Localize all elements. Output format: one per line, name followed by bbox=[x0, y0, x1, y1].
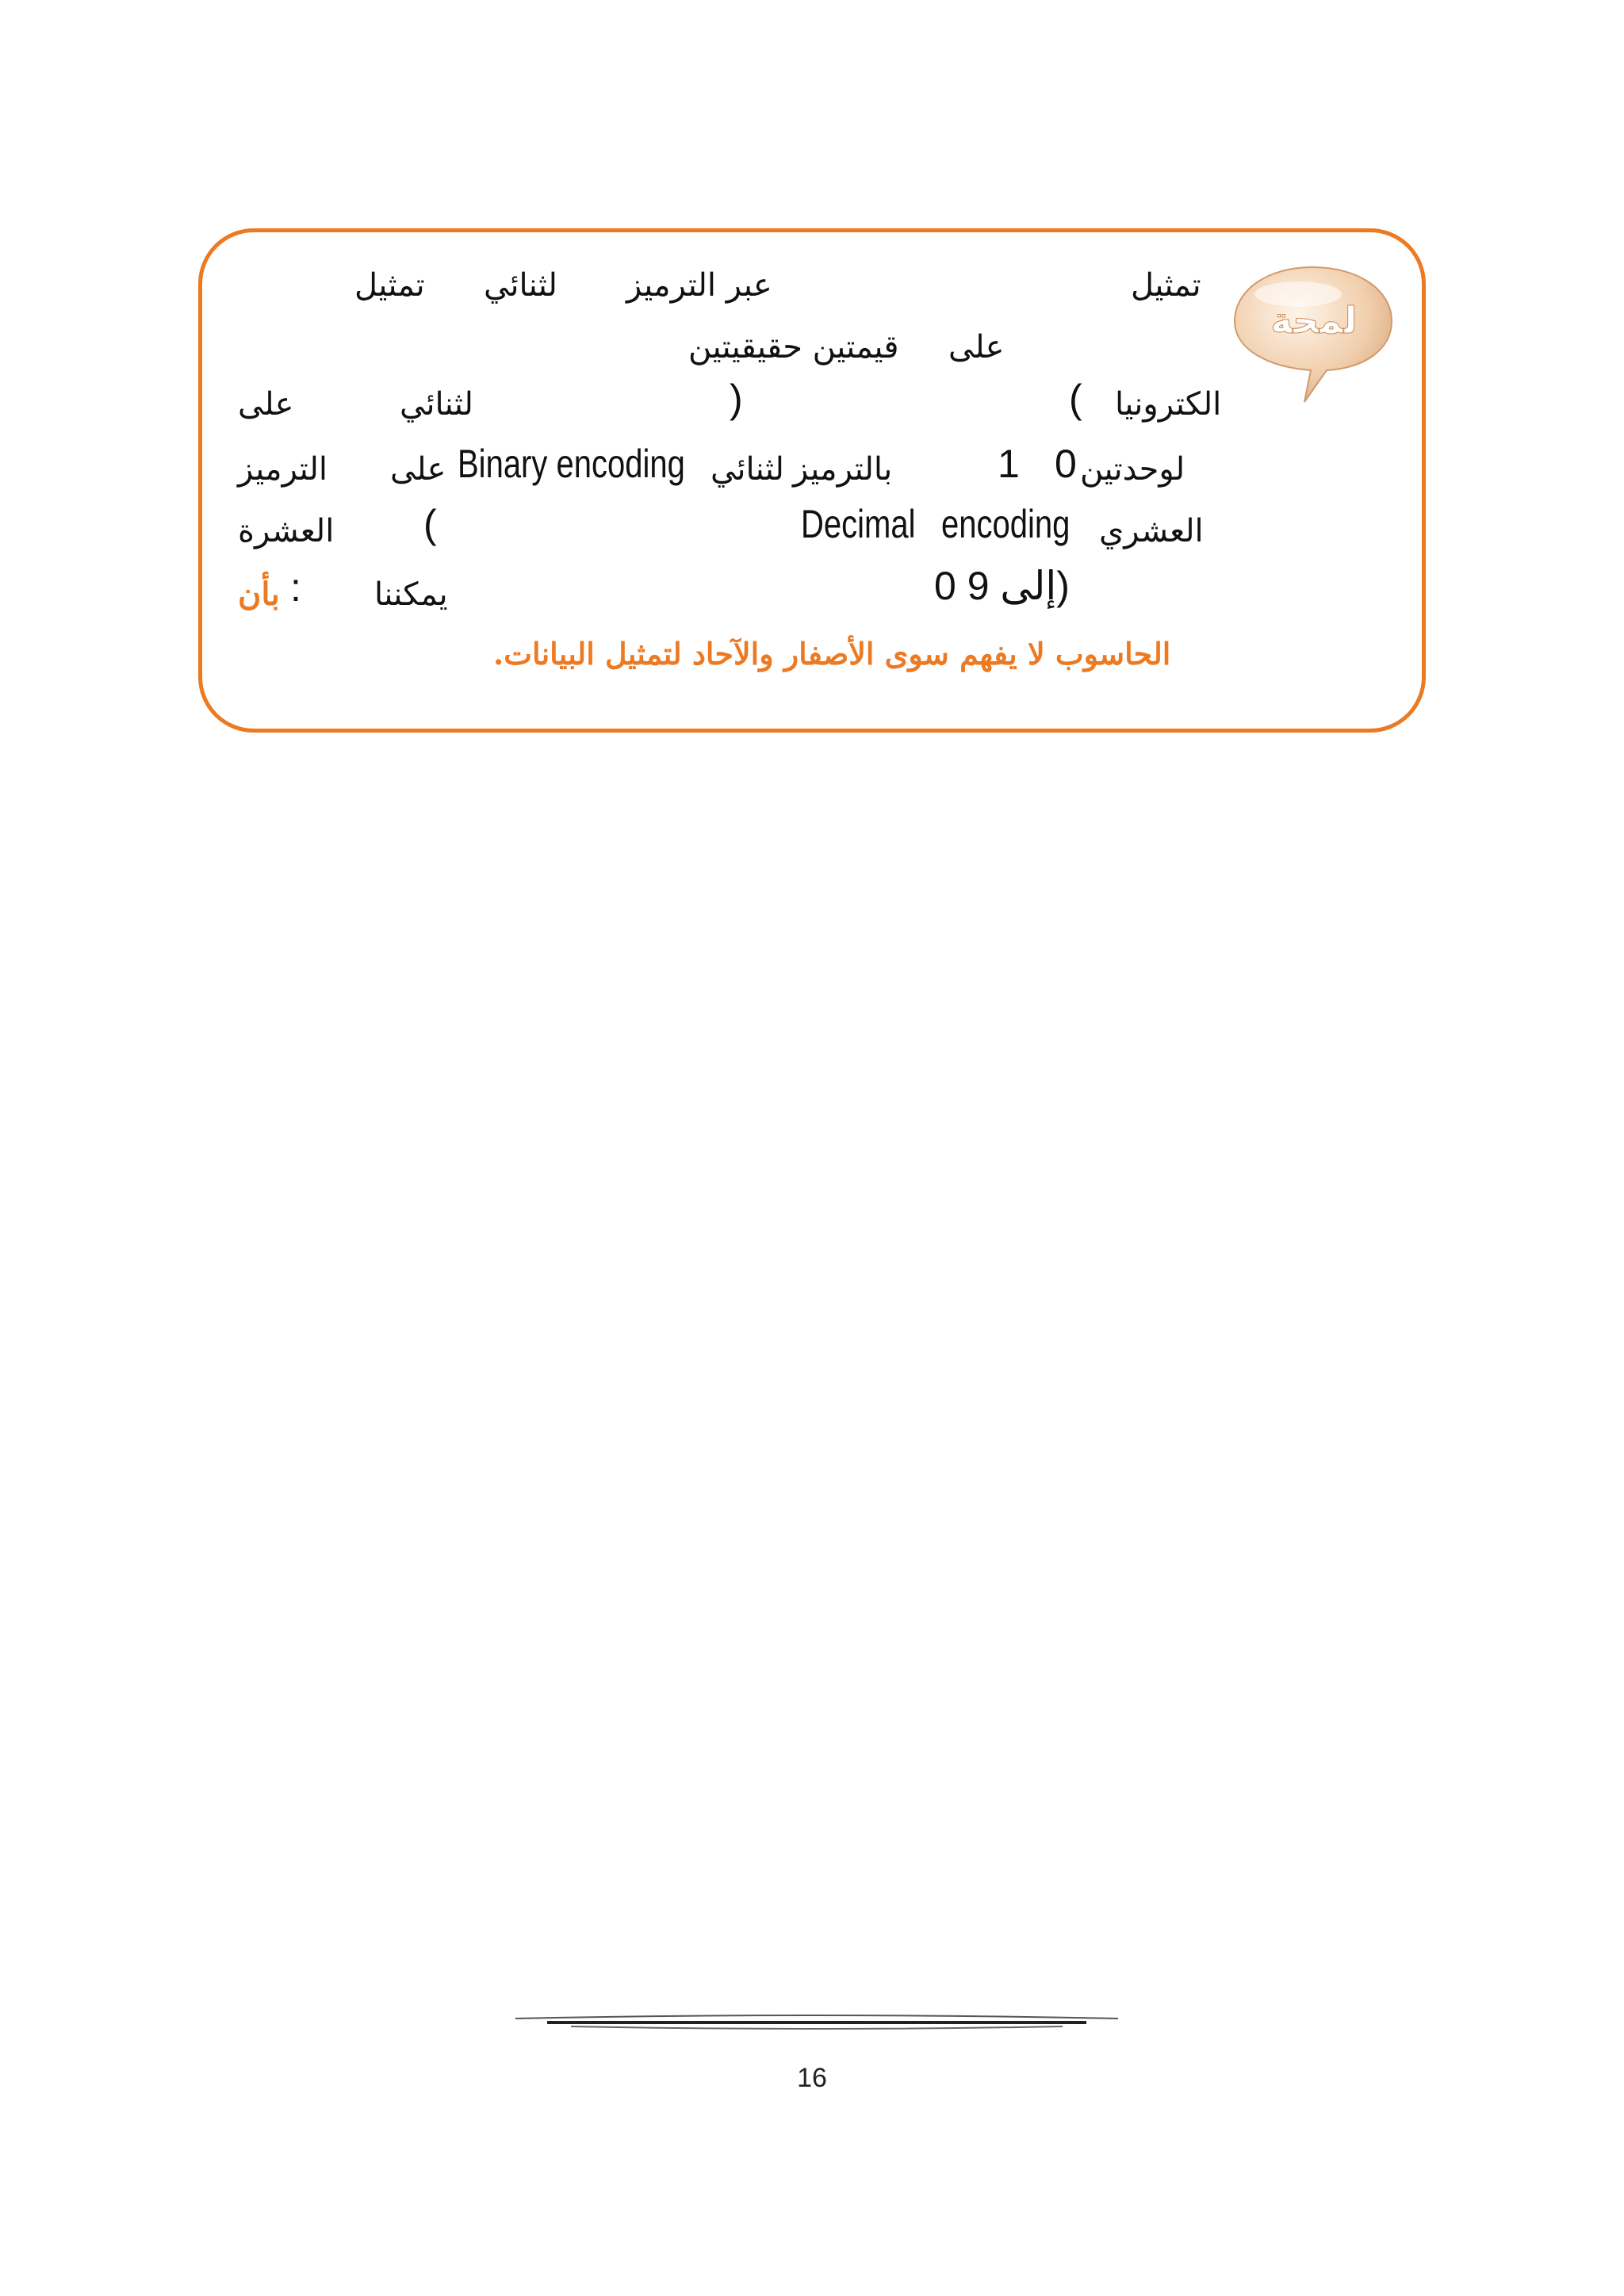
text-fragment: تمثيل bbox=[354, 267, 425, 304]
text-fragment: بأن bbox=[238, 576, 280, 613]
text-fragment: ( bbox=[423, 502, 437, 546]
footer-divider bbox=[508, 2014, 1126, 2033]
text-fragment: 1 bbox=[998, 442, 1020, 486]
badge-label: لمحة bbox=[1270, 299, 1358, 342]
text-fragment: لثنائي bbox=[710, 451, 784, 488]
text-fragment: ) bbox=[730, 377, 743, 421]
text-fragment: بالترميز bbox=[793, 451, 893, 488]
text-fragment: Binary encoding bbox=[458, 442, 685, 486]
lamha-bubble-badge bbox=[1225, 258, 1400, 408]
text-fragment: 0 إلى 9) bbox=[934, 564, 1070, 608]
conclusion-sentence: الحاسوب لا يفهم سوى الأصفار والآحاد لتمثيل البيانات. bbox=[493, 636, 1171, 672]
text-fragment: : bbox=[290, 565, 301, 610]
text-fragment: ( bbox=[1069, 377, 1082, 421]
text-fragment: لثنائي bbox=[484, 267, 557, 304]
text-fragment: العشري bbox=[1099, 513, 1204, 549]
text-fragment: encoding bbox=[941, 502, 1071, 546]
text-fragment: العشرة bbox=[238, 513, 335, 549]
text-fragment: لثنائي bbox=[400, 386, 473, 423]
text-fragment: 0 bbox=[1055, 442, 1077, 486]
text-fragment: عبر الترميز bbox=[626, 267, 772, 304]
text-fragment: على bbox=[390, 451, 446, 488]
page-number: 16 bbox=[797, 2063, 827, 2093]
text-fragment: على bbox=[948, 329, 1005, 365]
text-fragment: Decimal bbox=[801, 502, 916, 546]
text-fragment: قيمتين حقيقيتين bbox=[688, 329, 899, 365]
text-fragment: يمكننا bbox=[374, 576, 448, 613]
text-fragment: لوحدتين bbox=[1080, 451, 1185, 488]
text-fragment: الترميز bbox=[238, 451, 328, 488]
text-fragment: تمثيل bbox=[1131, 267, 1201, 304]
text-fragment: الكترونيا bbox=[1115, 386, 1222, 423]
text-fragment: على bbox=[238, 386, 294, 423]
